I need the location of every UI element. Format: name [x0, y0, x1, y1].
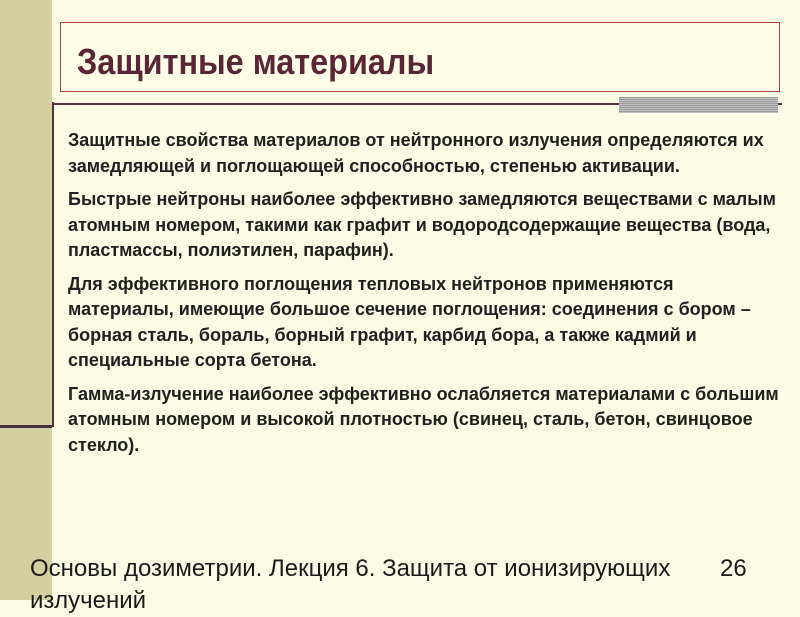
footer-lecture-title: Основы дозиметрии. Лекция 6. Защита от ионизирующих излучений	[30, 555, 671, 614]
slide-page-number: 26	[720, 555, 747, 582]
left-strip-divider	[0, 425, 52, 428]
paragraph-gamma-radiation: Гамма-излучение наиболее эффективно ослабляется материалами с большим атомным номером и высокой плотностью (свинец, сталь, бетон, свинцовое стекло).	[68, 383, 779, 455]
paragraph-neutron-shielding: Защитные свойства материалов от нейтронного излучения определяются их замедляющей и поглощающей способностью, степенью активации.	[68, 130, 764, 176]
decorative-grey-bar	[619, 97, 778, 113]
slide-body	[68, 128, 783, 466]
slide-title: Защитные материалы	[77, 41, 435, 82]
vertical-divider-line	[52, 102, 54, 427]
left-decorative-strip	[0, 0, 52, 600]
title-box	[60, 22, 780, 92]
paragraph-fast-neutrons: Быстрые нейтроны наиболее эффективно замедляются веществами с малым атомным номером, такими как графит и водородсодержащие вещества (вода, пластмассы, полиэтилен, парафин).	[68, 189, 776, 260]
paragraph-thermal-neutrons: Для эффективного поглощения тепловых нейтронов применяются материалы, имеющие большое сечение поглощения: соединения с бором – борная сталь, бораль, борный графит, карбид бора, а также кадмий и специальные сорта бетона.	[68, 273, 751, 370]
